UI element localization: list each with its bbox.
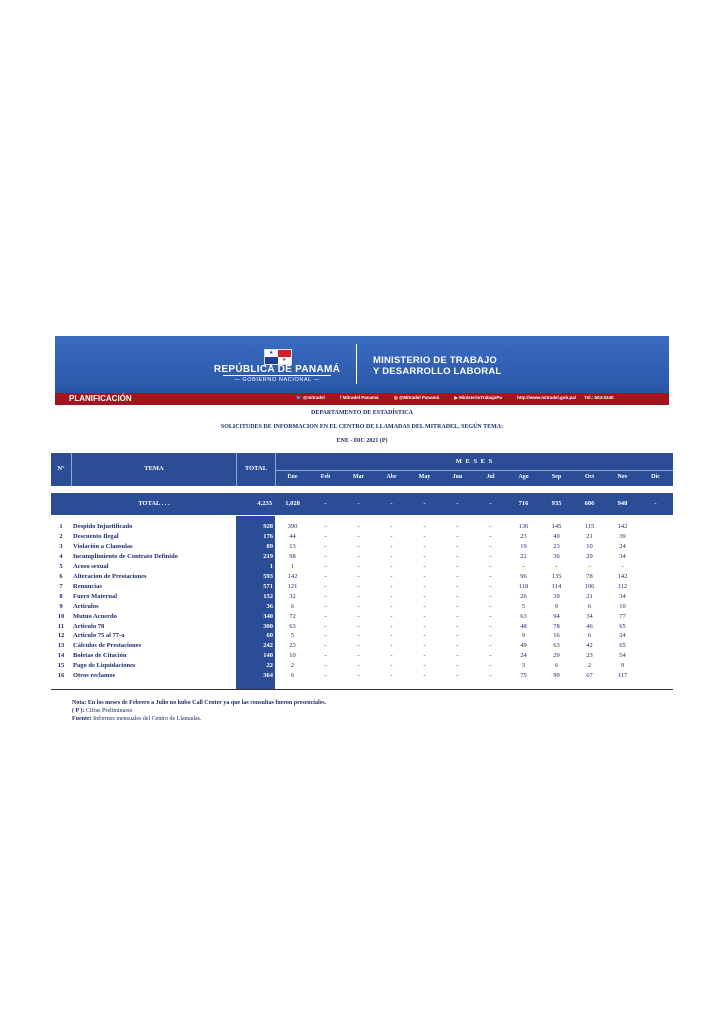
- row-month-value: -: [390, 672, 393, 680]
- row-month-value: -: [390, 523, 393, 530]
- total-row-month-value: -: [390, 500, 393, 507]
- row-month-value: 32: [289, 592, 296, 600]
- total-row-month-value: -: [423, 500, 426, 507]
- row-month-value: -: [324, 542, 327, 550]
- row-month-value: 23: [553, 542, 560, 550]
- row-tema: Articulos: [73, 602, 99, 610]
- row-month-value: -: [456, 562, 459, 570]
- row-month-value: 6: [587, 602, 592, 610]
- row-month-value: -: [324, 622, 327, 630]
- row-month-value: -: [357, 582, 360, 590]
- row-total: 340: [263, 612, 273, 620]
- preliminar-line: ( P ): Cifras Preliminares: [72, 708, 133, 714]
- row-month-value: -: [489, 602, 492, 610]
- row-month-value: -: [423, 572, 426, 580]
- row-tema: Incumplimiento de Contrato Definido: [73, 552, 178, 560]
- row-month-value: -: [357, 602, 360, 610]
- row-number: 6: [59, 572, 63, 580]
- row-month-value: -: [489, 592, 492, 600]
- table-row: [51, 533, 673, 543]
- row-month-value: -: [357, 652, 360, 660]
- row-month-value: -: [489, 523, 492, 530]
- instagram-handle[interactable]: ◎ @Mitradel Panamá: [393, 395, 440, 400]
- nota-line: Nota: En los meses de Febrero a Julio no hubo Call Center ya que las consultas fueron presenciales.: [72, 700, 327, 706]
- month-header: Jun: [452, 474, 463, 480]
- total-row-month-value: -: [489, 500, 492, 507]
- row-month-value: 63: [553, 642, 560, 650]
- row-month-value: -: [555, 562, 558, 570]
- table-row: [51, 632, 673, 642]
- table-row: [51, 543, 673, 553]
- row-month-value: -: [324, 562, 327, 570]
- row-total: 36: [266, 602, 273, 610]
- row-total: 140: [263, 652, 273, 660]
- row-month-value: 10: [586, 542, 593, 550]
- row-month-value: -: [489, 552, 492, 560]
- row-month-value: 34: [619, 592, 626, 600]
- table-row: [51, 563, 673, 573]
- meses-divider: [276, 470, 673, 471]
- row-month-value: 121: [287, 582, 298, 590]
- row-month-value: -: [357, 612, 360, 620]
- row-number: 7: [59, 582, 63, 590]
- row-month-value: -: [423, 612, 426, 620]
- row-month-value: -: [489, 532, 492, 540]
- table-row: [51, 593, 673, 603]
- table-row: [51, 613, 673, 623]
- row-month-value: -: [423, 652, 426, 660]
- table-row: [51, 623, 673, 633]
- row-month-value: -: [357, 562, 360, 570]
- row-month-value: -: [456, 532, 459, 540]
- panama-flag-icon: ★ ★: [264, 349, 292, 365]
- row-month-value: -: [390, 552, 393, 560]
- table-row: [51, 672, 673, 682]
- row-month-value: 3: [521, 662, 526, 670]
- row-month-value: -: [390, 612, 393, 620]
- total-row-label: TOTAL . . .: [138, 500, 170, 507]
- section-label: PLANIFICACIÓN: [69, 394, 132, 403]
- row-month-value: 49: [553, 532, 560, 540]
- month-header: May: [418, 474, 431, 480]
- banner-divider: [356, 344, 357, 384]
- month-header: Nov: [617, 474, 628, 480]
- republica-label: REPÚBLICA DE PANAMÁ: [213, 364, 341, 375]
- row-month-value: -: [489, 562, 492, 570]
- facebook-handle[interactable]: f Mitradel Panamá: [340, 395, 379, 400]
- row-month-value: 34: [619, 552, 626, 560]
- row-month-value: -: [390, 602, 393, 610]
- website-link[interactable]: http://www.mitradel.gob.pa/: [517, 395, 577, 400]
- total-row-month-value: -: [654, 500, 657, 507]
- row-month-value: 145: [551, 523, 562, 530]
- row-month-value: 142: [287, 572, 298, 580]
- row-month-value: 16: [553, 632, 560, 640]
- month-header: Mar: [352, 474, 365, 480]
- row-total: 593: [263, 572, 273, 580]
- table-row: [51, 603, 673, 613]
- row-month-value: -: [357, 662, 360, 670]
- row-total: 571: [263, 582, 273, 590]
- row-month-value: -: [423, 532, 426, 540]
- row-month-value: 98: [289, 552, 296, 560]
- row-month-value: 78: [553, 622, 560, 630]
- row-number: 16: [57, 672, 65, 680]
- row-month-value: -: [489, 642, 492, 650]
- row-month-value: -: [357, 672, 360, 680]
- row-month-value: -: [390, 532, 393, 540]
- row-tema: Mutuo Acuerdo: [73, 612, 117, 620]
- row-tema: Pago de Liquidaciones: [73, 662, 136, 670]
- twitter-handle[interactable]: 🐦 @mitradel: [296, 395, 325, 400]
- table-row: [51, 642, 673, 652]
- row-tema: Cálculos de Prestaciones: [73, 642, 142, 650]
- row-month-value: -: [423, 582, 426, 590]
- row-month-value: 10: [619, 602, 626, 610]
- row-month-value: -: [390, 622, 393, 630]
- row-month-value: 77: [619, 612, 626, 620]
- row-month-value: -: [390, 652, 393, 660]
- row-month-value: -: [456, 652, 459, 660]
- row-month-value: 9: [620, 662, 625, 670]
- row-month-value: 44: [289, 532, 296, 540]
- row-month-value: 23: [520, 532, 527, 540]
- report-title: SOLICITUDES DE INFORMACION EN EL CENTRO DE LLAMADAS DEL MITRADEL, SEGÚN TEMA:: [220, 424, 504, 430]
- row-month-value: 96: [520, 572, 527, 580]
- row-month-value: -: [456, 632, 459, 640]
- row-tema: Alteracion de Prestaciones: [73, 572, 147, 580]
- row-month-value: 63: [520, 612, 527, 620]
- row-month-value: 29: [553, 652, 560, 660]
- row-month-value: -: [324, 582, 327, 590]
- table-row: [51, 523, 673, 533]
- row-month-value: -: [324, 523, 327, 530]
- row-month-value: -: [456, 612, 459, 620]
- row-month-value: 46: [586, 622, 593, 630]
- row-tema: Violación a Clausulas: [73, 542, 133, 550]
- row-total: 89: [266, 542, 273, 550]
- ministerio-label: MINISTERIO DE TRABAJO Y DESARROLLO LABORAL: [373, 355, 502, 377]
- row-total: 60: [266, 632, 273, 640]
- month-header: Sep: [551, 474, 562, 480]
- row-month-value: 67: [586, 672, 593, 680]
- row-tema: Despido Injustificado: [73, 523, 133, 530]
- row-month-value: 19: [520, 542, 527, 550]
- row-month-value: 142: [617, 572, 628, 580]
- row-month-value: 135: [551, 572, 562, 580]
- row-month-value: 118: [518, 582, 529, 590]
- phone-number: Tel.: 504-0240: [584, 395, 614, 400]
- row-month-value: 10: [289, 652, 296, 660]
- gobierno-label: — GOBIERNO NACIONAL —: [223, 375, 331, 383]
- month-header: Ago: [518, 474, 529, 480]
- row-month-value: -: [456, 622, 459, 630]
- row-month-value: -: [324, 592, 327, 600]
- row-tema: Descuento Ilegal: [73, 532, 119, 540]
- row-month-value: -: [324, 632, 327, 640]
- fuente-line: Fuente: Informes mensuales del Centro de Llamadas.: [72, 716, 202, 722]
- row-month-value: 34: [586, 612, 593, 620]
- row-month-value: -: [324, 552, 327, 560]
- row-month-value: 22: [520, 552, 527, 560]
- row-month-value: 78: [586, 572, 593, 580]
- row-month-value: 23: [586, 652, 593, 660]
- header-banner: [55, 336, 669, 393]
- row-month-value: -: [324, 612, 327, 620]
- row-month-value: -: [456, 592, 459, 600]
- total-row-month-value: 1,028: [285, 500, 300, 507]
- table-bottom-rule: [51, 689, 673, 690]
- month-header: Ene: [287, 474, 298, 480]
- row-tema: Renuncias: [73, 582, 102, 590]
- social-links: [296, 395, 620, 401]
- row-month-value: 9: [521, 632, 526, 640]
- row-month-value: 6: [290, 602, 295, 610]
- total-row-month-value: -: [456, 500, 459, 507]
- row-month-value: -: [423, 542, 426, 550]
- table-row: [51, 652, 673, 662]
- row-month-value: -: [456, 602, 459, 610]
- row-tema: Otros reclamos: [73, 672, 116, 680]
- col-total-header: TOTAL: [244, 465, 268, 472]
- row-month-value: -: [423, 562, 426, 570]
- row-month-value: -: [324, 652, 327, 660]
- row-number: 14: [57, 652, 65, 660]
- row-total: 364: [263, 672, 273, 680]
- row-month-value: -: [489, 622, 492, 630]
- row-month-value: -: [621, 562, 624, 570]
- month-header: Feb: [320, 474, 331, 480]
- row-month-value: -: [324, 662, 327, 670]
- row-month-value: -: [489, 542, 492, 550]
- row-month-value: 24: [619, 542, 626, 550]
- row-month-value: -: [390, 592, 393, 600]
- month-header: Abr: [386, 474, 397, 480]
- table-row: [51, 573, 673, 583]
- row-month-value: -: [324, 572, 327, 580]
- row-month-value: 9: [554, 602, 559, 610]
- row-month-value: 6: [554, 662, 559, 670]
- row-number: 8: [59, 592, 63, 600]
- row-month-value: 24: [619, 632, 626, 640]
- row-number: 15: [57, 662, 65, 670]
- meses-header: M E S E S: [455, 458, 494, 465]
- col-num-header: N°: [57, 465, 65, 472]
- row-month-value: -: [489, 672, 492, 680]
- row-month-value: -: [324, 602, 327, 610]
- row-month-value: -: [324, 642, 327, 650]
- row-month-value: -: [423, 662, 426, 670]
- row-month-value: 142: [617, 523, 628, 530]
- row-month-value: -: [357, 542, 360, 550]
- row-month-value: 390: [287, 523, 298, 530]
- table-row: [51, 553, 673, 563]
- total-row-month-value: 606: [584, 500, 595, 507]
- row-month-value: -: [423, 602, 426, 610]
- row-month-value: 48: [520, 622, 527, 630]
- row-number: 5: [59, 562, 63, 570]
- row-month-value: -: [456, 642, 459, 650]
- row-month-value: 5: [521, 602, 526, 610]
- row-month-value: 54: [619, 652, 626, 660]
- row-month-value: 2: [290, 662, 295, 670]
- row-month-value: -: [324, 672, 327, 680]
- row-month-value: -: [456, 672, 459, 680]
- row-month-value: 21: [586, 532, 593, 540]
- row-number: 10: [57, 612, 65, 620]
- row-number: 1: [59, 523, 63, 530]
- row-total: 1: [269, 562, 273, 570]
- row-tema: Fuero Maternal: [73, 592, 118, 600]
- row-month-value: -: [423, 642, 426, 650]
- row-month-value: 2: [587, 662, 592, 670]
- row-tema: Articulo 75 al 77-a: [73, 632, 125, 640]
- row-month-value: -: [357, 523, 360, 530]
- row-month-value: 114: [551, 582, 562, 590]
- row-month-value: -: [456, 552, 459, 560]
- total-row-month-value: 716: [518, 500, 529, 507]
- row-month-value: -: [357, 552, 360, 560]
- row-month-value: 63: [289, 622, 296, 630]
- row-month-value: -: [390, 572, 393, 580]
- row-total: 300: [263, 622, 273, 630]
- month-header: Dic: [651, 474, 660, 480]
- row-month-value: 23: [289, 642, 296, 650]
- row-total: 176: [263, 532, 273, 540]
- total-row-total: 4,233: [257, 500, 272, 507]
- row-total: 152: [263, 592, 273, 600]
- row-number: 4: [59, 552, 63, 560]
- row-month-value: -: [423, 552, 426, 560]
- row-month-value: -: [357, 592, 360, 600]
- row-month-value: -: [357, 532, 360, 540]
- row-month-value: -: [456, 662, 459, 670]
- row-month-value: -: [489, 582, 492, 590]
- row-month-value: 39: [619, 532, 626, 540]
- row-month-value: 5: [290, 632, 295, 640]
- row-number: 13: [57, 642, 65, 650]
- month-header: Jul: [486, 474, 495, 480]
- row-total: 219: [263, 552, 273, 560]
- row-number: 12: [57, 632, 65, 640]
- row-tema: Boletas de Citación: [73, 652, 127, 660]
- total-row-month-value: 948: [617, 500, 628, 507]
- total-row-month-value: -: [357, 500, 360, 507]
- row-month-value: 13: [289, 542, 296, 550]
- row-month-value: -: [357, 642, 360, 650]
- row-month-value: 36: [553, 552, 560, 560]
- row-month-value: -: [456, 523, 459, 530]
- row-month-value: 29: [586, 552, 593, 560]
- row-month-value: -: [456, 582, 459, 590]
- department-title: DEPARTAMENTO DE ESTADÍSTICA: [310, 410, 414, 416]
- row-month-value: 65: [619, 642, 626, 650]
- row-month-value: -: [423, 622, 426, 630]
- row-month-value: 112: [617, 582, 628, 590]
- row-month-value: 6: [587, 632, 592, 640]
- row-month-value: -: [456, 542, 459, 550]
- row-month-value: -: [423, 523, 426, 530]
- row-number: 3: [59, 542, 63, 550]
- row-month-value: 136: [518, 523, 529, 530]
- row-month-value: 42: [586, 642, 593, 650]
- row-month-value: -: [390, 542, 393, 550]
- row-month-value: 115: [584, 523, 595, 530]
- row-month-value: -: [390, 632, 393, 640]
- row-number: 2: [59, 532, 63, 540]
- table-row: [51, 583, 673, 593]
- row-month-value: -: [522, 562, 525, 570]
- row-month-value: -: [489, 572, 492, 580]
- row-month-value: 75: [520, 672, 527, 680]
- col-tema-header: TEMA: [144, 465, 164, 472]
- row-month-value: 49: [520, 642, 527, 650]
- row-month-value: -: [489, 612, 492, 620]
- youtube-handle[interactable]: ▶ MinisterioTrabajoPa: [454, 395, 502, 400]
- total-row-month-value: 935: [551, 500, 562, 507]
- row-number: 9: [59, 602, 63, 610]
- row-month-value: -: [357, 622, 360, 630]
- row-month-value: -: [489, 652, 492, 660]
- row-month-value: 65: [619, 622, 626, 630]
- row-month-value: -: [423, 672, 426, 680]
- row-month-value: 21: [586, 592, 593, 600]
- row-month-value: -: [588, 562, 591, 570]
- row-month-value: 106: [584, 582, 595, 590]
- row-tema: Articulo 78: [73, 622, 105, 630]
- row-month-value: -: [390, 662, 393, 670]
- row-month-value: 6: [290, 672, 295, 680]
- row-month-value: 117: [617, 672, 628, 680]
- row-month-value: -: [390, 642, 393, 650]
- row-month-value: 26: [520, 592, 527, 600]
- row-month-value: -: [489, 662, 492, 670]
- row-month-value: 39: [553, 592, 560, 600]
- row-month-value: -: [390, 562, 393, 570]
- row-total: 22: [266, 662, 273, 670]
- row-month-value: -: [423, 592, 426, 600]
- row-month-value: -: [390, 582, 393, 590]
- row-month-value: 72: [289, 612, 296, 620]
- row-month-value: -: [489, 632, 492, 640]
- footnotes: [72, 699, 326, 723]
- row-number: 11: [57, 622, 65, 630]
- row-month-value: -: [324, 532, 327, 540]
- row-month-value: 1: [290, 562, 295, 570]
- row-month-value: 99: [553, 672, 560, 680]
- row-month-value: 24: [520, 652, 527, 660]
- row-tema: Acoso sexual: [73, 562, 109, 570]
- row-total: 928: [263, 523, 273, 530]
- report-period: ENE - DIC 2021 (P): [336, 438, 388, 444]
- row-month-value: -: [456, 572, 459, 580]
- month-header: Oct: [584, 474, 595, 480]
- table-row: [51, 662, 673, 672]
- row-month-value: -: [357, 632, 360, 640]
- total-row-month-value: -: [324, 500, 327, 507]
- row-month-value: -: [357, 572, 360, 580]
- row-total: 242: [263, 642, 273, 650]
- row-month-value: 94: [553, 612, 560, 620]
- row-month-value: -: [423, 632, 426, 640]
